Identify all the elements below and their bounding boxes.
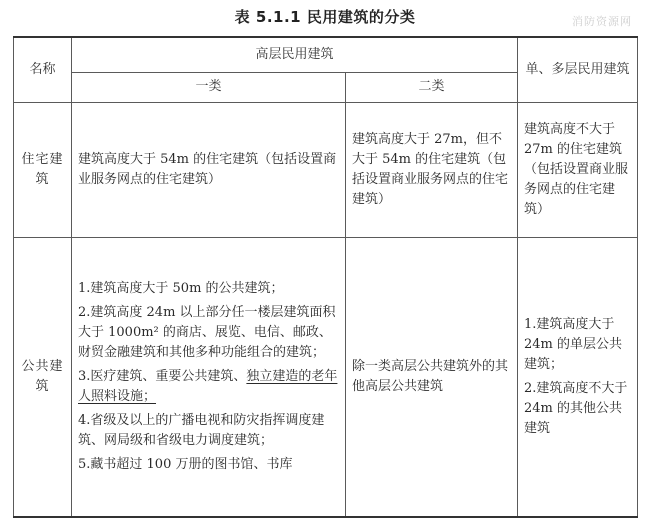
public-item-3 (78, 367, 339, 407)
header-high-rise: 高层民用建筑 (72, 37, 518, 72)
residential-row (14, 102, 638, 237)
residential-label: 住宅建筑 (14, 102, 72, 237)
public-row (14, 237, 638, 517)
public-item-4: 4.省级及以上的广播电视和防灾指挥调度建筑、网局级和省级电力调度建筑； (78, 412, 325, 448)
public-item-3-text: 3.医疗建筑、重要公共建筑、 (78, 368, 247, 384)
public-item-1: 1.建筑高度大于 50m 的公共建筑； (78, 280, 284, 296)
public-class-two: 除一类高层公共建筑外的其他高层公共建筑 (346, 237, 518, 517)
header-row-1 (14, 37, 638, 72)
public-low-item-2: 2.建筑高度不大于 24m 的其他公共建筑 (524, 380, 628, 436)
header-low-multi: 单、多层民用建筑 (518, 37, 638, 102)
public-low-multi (518, 237, 638, 517)
public-low-item-1: 1.建筑高度大于 24m 的单层公共建筑； (524, 316, 623, 372)
residential-class-one: 建筑高度大于 54m 的住宅建筑（包括设置商业服务网点的住宅建筑） (72, 102, 346, 237)
public-label: 公共建筑 (14, 237, 72, 517)
public-item-5: 5.藏书超过 100 万册的图书馆、书库 (78, 456, 293, 472)
residential-low-multi: 建筑高度不大于 27m 的住宅建筑（包括设置商业服务网点的住宅建筑） (518, 102, 638, 237)
public-item-3-underlined: 独立建造的老年人照料设施； (78, 368, 338, 404)
classification-table (13, 36, 638, 518)
header-class-one: 一类 (72, 72, 346, 102)
public-item-2: 2.建筑高度 24m 以上部分任一楼层建筑面积大于 1000m² 的商店、展览、电信、邮政、财贸金融建筑和其他多种功能组合的建筑； (78, 304, 336, 360)
table-title: 表 5.1.1 民用建筑的分类 (234, 8, 416, 26)
header-class-two: 二类 (346, 72, 518, 102)
header-name: 名称 (14, 37, 72, 102)
watermark: 消防资源网 (572, 15, 632, 28)
public-class-one (72, 237, 346, 517)
residential-class-two: 建筑高度大于 27m，但不大于 54m 的住宅建筑（包括设置商业服务网点的住宅建筑） (346, 102, 518, 237)
